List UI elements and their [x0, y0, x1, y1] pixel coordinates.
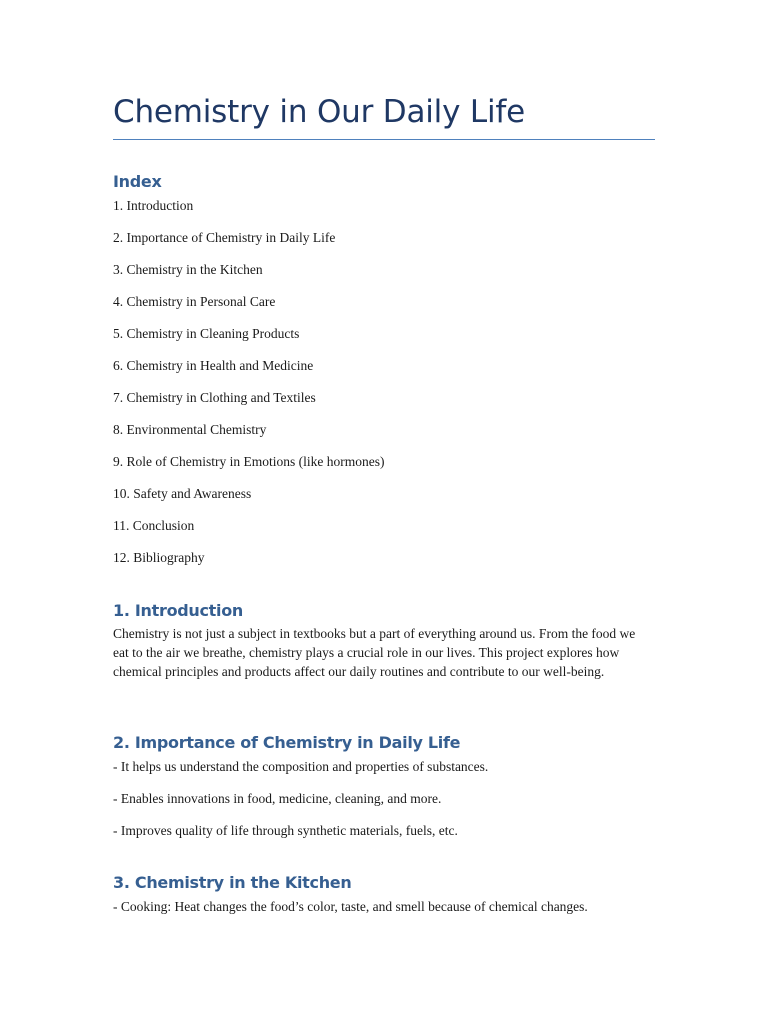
index-item: 3. Chemistry in the Kitchen	[113, 262, 263, 277]
introduction-paragraph: Chemistry is not just a subject in textbooks but a part of everything around us. From the food we eat to the air we breathe, chemistry plays a crucial role in our lives. This project explores how chemical principles and products affect our daily routines and contribute to our well-being.	[113, 626, 636, 679]
index-item: 2. Importance of Chemistry in Daily Life	[113, 230, 336, 245]
index-item: 8. Environmental Chemistry	[113, 422, 267, 437]
index-item: 11. Conclusion	[113, 518, 195, 533]
importance-point: - Improves quality of life through synthetic materials, fuels, etc.	[113, 823, 458, 838]
index-item: 6. Chemistry in Health and Medicine	[113, 358, 314, 373]
index-heading: Index	[113, 172, 162, 191]
index-item: 9. Role of Chemistry in Emotions (like hormones)	[113, 454, 385, 469]
importance-point: - Enables innovations in food, medicine, cleaning, and more.	[113, 791, 442, 806]
index-item: 4. Chemistry in Personal Care	[113, 294, 276, 309]
index-item: 5. Chemistry in Cleaning Products	[113, 326, 300, 341]
title-underline	[113, 139, 655, 140]
kitchen-point: - Cooking: Heat changes the food’s color, taste, and smell because of chemical changes.	[113, 899, 588, 914]
index-item: 10. Safety and Awareness	[113, 486, 252, 501]
index-item: 1. Introduction	[113, 198, 194, 213]
document-title: Chemistry in Our Daily Life	[113, 94, 525, 130]
importance-point: - It helps us understand the composition and properties of substances.	[113, 759, 489, 774]
index-item: 12. Bibliography	[113, 550, 205, 565]
kitchen-heading: 3. Chemistry in the Kitchen	[113, 873, 352, 892]
introduction-heading: 1. Introduction	[113, 601, 244, 620]
index-item: 7. Chemistry in Clothing and Textiles	[113, 390, 316, 405]
importance-heading: 2. Importance of Chemistry in Daily Life	[113, 733, 461, 752]
